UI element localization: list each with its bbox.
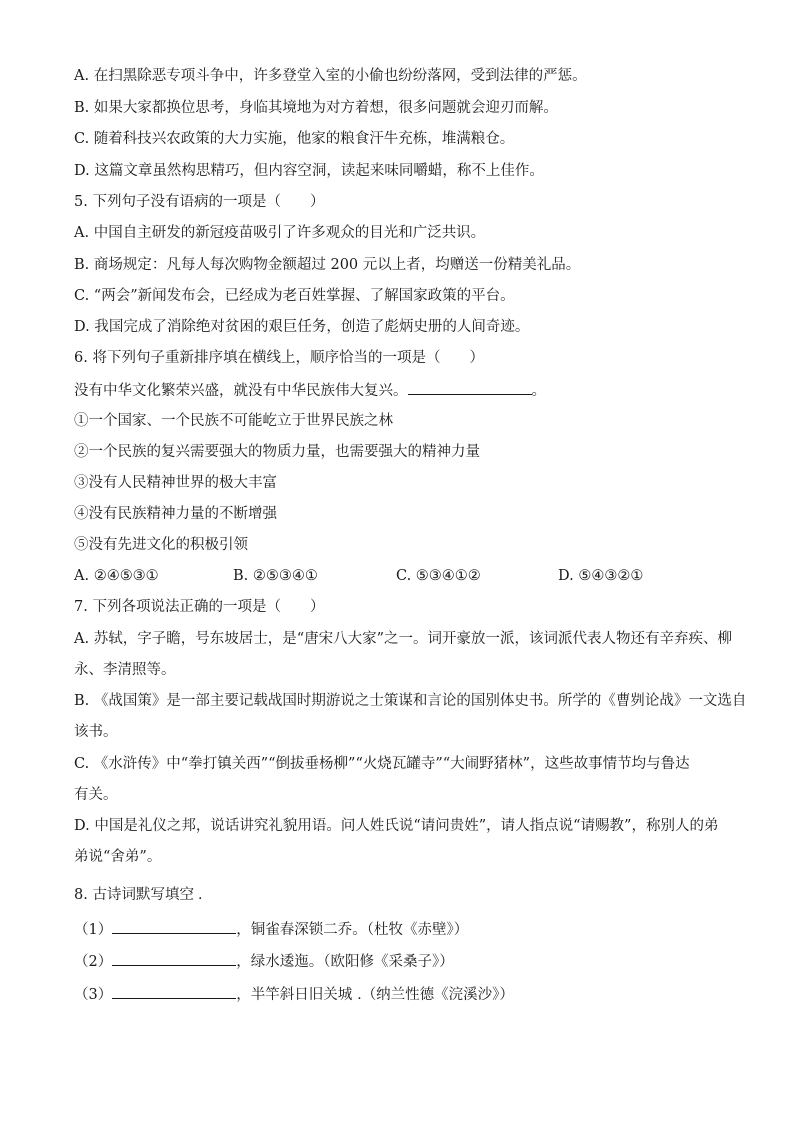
q8-row-3-blank[interactable] bbox=[112, 984, 236, 999]
q8-row-3 bbox=[74, 984, 514, 1005]
q7-stem: 7. 下列各项说法正确的一项是（ ） bbox=[74, 599, 325, 615]
q8-row-3-tail: （纳兰性德《浣溪沙》） bbox=[361, 987, 514, 1003]
q4-option-a: A. 在扫黑除恶专项斗争中，许多登堂入室的小偷也纷纷落网，受到法律的严惩。 bbox=[74, 68, 587, 84]
q4-option-d: D. 这篇文章虽然构思精巧，但内容空洞，读起来味同嚼蜡，称不上佳作。 bbox=[74, 163, 544, 179]
q6-option-c: C. ⑤③④①② bbox=[396, 568, 481, 584]
q6-option-b: B. ②⑤③④① bbox=[233, 568, 318, 584]
q8-title: 8. 古诗词默写填空 bbox=[74, 887, 194, 903]
q7-option-b-cont: 该书。 bbox=[74, 724, 118, 740]
q8-row-3-num: （3） bbox=[74, 987, 113, 1003]
q6-sentence-end: 。 bbox=[531, 383, 546, 399]
q5-option-d: D. 我国完成了消除绝对贫困的艰巨任务，创造了彪炳史册的人间奇迹。 bbox=[74, 319, 530, 335]
q5-option-a: A. 中国自主研发的新冠疫苗吸引了许多观众的目光和广泛共识。 bbox=[74, 225, 486, 241]
q7-option-d-cont: 弟说“舍弟”。 bbox=[74, 849, 162, 865]
q7-option-c: C. 《水浒传》中“拳打镇关西”“倒拔垂杨柳”“火烧瓦罐寺”“大闹野猪林”，这些故事情节均与鲁达 bbox=[74, 756, 690, 772]
q8-row-1-num: （1） bbox=[74, 922, 113, 938]
q4-option-c: C. 随着科技兴农政策的大力实施，他家的粮食汗牛充栋，堆满粮仓。 bbox=[74, 131, 515, 147]
q6-item-1: ①一个国家、一个民族不可能屹立于世界民族之林 bbox=[74, 413, 393, 429]
q8-row-2-text: ，绿水逶迤。（欧阳修《采桑子》） bbox=[236, 954, 454, 970]
q7-option-a-cont: 永、李清照等。 bbox=[74, 662, 176, 678]
q6-option-d: D. ⑤④③②① bbox=[558, 568, 644, 584]
q7-option-a: A. 苏轼，字子瞻，号东坡居士，是“唐宋八大家”之一。词开豪放一派，该词派代表人物还有辛弃疾、柳 bbox=[74, 631, 733, 647]
q5-option-b: B. 商场规定：凡每人每次购物金额超过 200 元以上者，均赠送一份精美礼品。 bbox=[74, 257, 581, 273]
q6-options bbox=[0, 566, 794, 586]
q8-stem bbox=[74, 885, 202, 905]
q6-item-4: ④没有民族精神力量的不断增强 bbox=[74, 506, 277, 522]
q5-option-c: C. “两会”新闻发布会，已经成为老百姓掌握、了解国家政策的平台。 bbox=[74, 288, 515, 304]
q5-stem: 5. 下列句子没有语病的一项是（ ） bbox=[74, 194, 325, 210]
q8-row-2 bbox=[74, 951, 454, 972]
q8-row-3-text: ，半竿斜日旧关城 bbox=[236, 987, 353, 1003]
q7-option-d: D. 中国是礼仪之邦，说话讲究礼貌用语。问人姓氏说“请问贵姓”，请人指点说“请赐教”，称别人的弟 bbox=[74, 818, 719, 834]
q8-row-1 bbox=[74, 919, 468, 940]
q8-row-1-blank[interactable] bbox=[112, 919, 236, 934]
q6-answer-blank[interactable] bbox=[408, 380, 532, 395]
q7-option-c-cont: 有关。 bbox=[74, 787, 118, 803]
q8-row-1-text: ，铜雀春深锁二乔。（杜牧《赤壁》） bbox=[236, 922, 469, 938]
q6-item-5: ⑤没有先进文化的积极引领 bbox=[74, 537, 248, 553]
q6-stem: 6. 将下列句子重新排序填在横线上，顺序恰当的一项是（ ） bbox=[74, 350, 484, 366]
q6-item-3: ③没有人民精神世界的极大丰富 bbox=[74, 475, 277, 491]
q6-sentence-text: 没有中华文化繁荣兴盛，就没有中华民族伟大复兴。 bbox=[74, 383, 408, 399]
q6-option-a: A. ②④⑤③① bbox=[74, 568, 159, 584]
q7-option-b: B. 《战国策》是一部主要记载战国时期游说之士策谋和言论的国别体史书。所学的《曹刿论战》一文选自 bbox=[74, 693, 747, 709]
q8-row-2-blank[interactable] bbox=[112, 951, 236, 966]
q8-row-2-num: （2） bbox=[74, 954, 113, 970]
q8-row-3-dot: . bbox=[357, 987, 362, 1003]
q6-item-2: ②一个民族的复兴需要强大的物质力量，也需要强大的精神力量 bbox=[74, 444, 480, 460]
q6-sentence bbox=[74, 380, 546, 401]
q4-option-b: B. 如果大家都换位思考，身临其境地为对方着想，很多问题就会迎刃而解。 bbox=[74, 100, 558, 116]
q8-title-dot: . bbox=[197, 887, 203, 903]
